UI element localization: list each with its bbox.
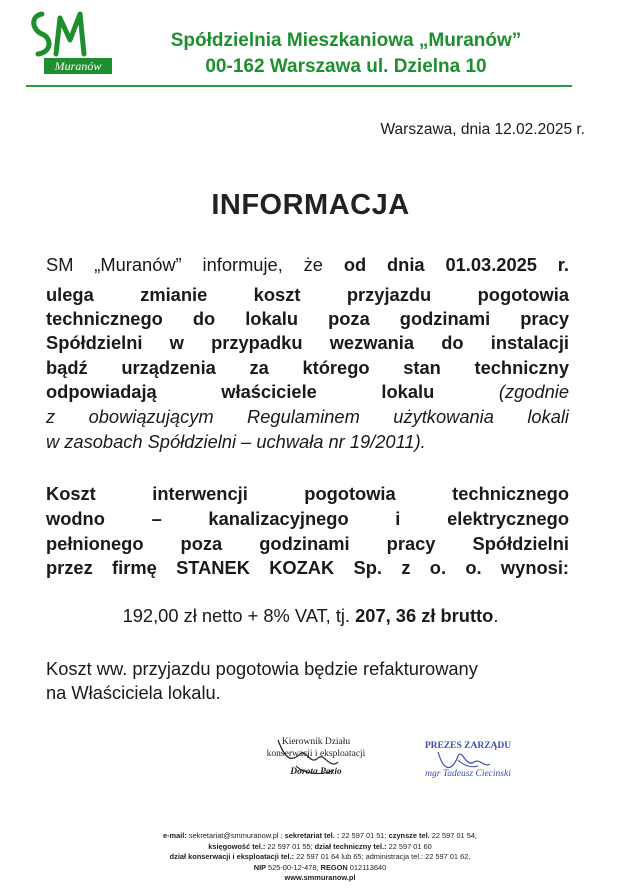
footer-email[interactable]: sekretariat@smmuranow.pl ; [188, 831, 285, 840]
org-address: 00-162 Warszawa ul. Dzielna 10 [205, 56, 487, 77]
paragraph3-line1: Koszt ww. przyjazdu pogotowia będzie refakturowany [46, 658, 478, 679]
stamp-department-line1: Kierownik Działu [281, 737, 351, 747]
header-divider [26, 85, 572, 87]
paragraph2-line4: przez firmę STANEK KOZAK Sp. z o. o. wynosi: [46, 557, 569, 578]
paragraph1-line4: Spółdzielni w przypadku wezwania do instalacji [46, 332, 569, 353]
paragraph2-line1: Koszt interwencji pogotowia technicznego [46, 483, 569, 504]
footer-contacts [60, 831, 580, 884]
document-date: Warszawa, dnia 12.02.2025 r. [380, 121, 585, 138]
stamp-president-title: PREZES ZARZĄDU [424, 741, 512, 751]
paragraph3-line2: na Właściciela lokalu. [46, 682, 221, 703]
paragraph1-line2: ulega zmianie koszt przyjazdu pogotowia [46, 284, 569, 305]
stamp-president-name: mgr Tadeusz Ciecinski [425, 769, 511, 779]
footer-row-4: NIP 525-00-12-478; REGON 012113640 [253, 862, 387, 872]
footer-website-link[interactable]: www.smmuranow.pl [284, 873, 356, 882]
paragraph1-line5: bądź urządzenia za którego stan techniczny [46, 357, 569, 378]
handwritten-signature-right [418, 744, 518, 778]
paragraph2-line3: pełnionego poza godzinami pracy Spółdzielni [46, 533, 569, 554]
stamp-department-line2: konserwacji i eksploatacji [266, 749, 366, 759]
footer-row-1: e-mail: sekretariat@smmuranow.pl ; sekretariat tel. : 22 597 01 51; czynsze tel. 22 597 01 54; [162, 831, 477, 840]
price-line: 192,00 zł netto + 8% VAT, tj. 207, 36 zł brutto. [122, 605, 499, 626]
stamp-department-name: Dorota Pazio [290, 767, 342, 777]
paragraph2-line2: wodno – kanalizacyjnego i elektrycznego [46, 508, 569, 529]
footer-row-2: księgowość tel.: 22 597 01 55; dział techniczny tel.: 22 597 01 60 [208, 841, 432, 851]
signature-stamp-department [246, 736, 386, 784]
paragraph1-line3: technicznego do lokalu poza godzinami pracy [46, 308, 569, 329]
footer-row-3: dział konserwacji i eksploatacji tel.: 22 597 01 64 lub 65; administracja tel.: 22 597 01 62, [169, 852, 471, 861]
logo-text: Muranów [54, 59, 102, 73]
org-name: Spółdzielnia Mieszkaniowa „Muranów” [170, 30, 522, 51]
document-title: INFORMACJA [211, 189, 410, 221]
cooperative-logo [22, 8, 114, 76]
paragraph1-line6: odpowiadają właściciele lokalu (zgodnie [46, 381, 569, 402]
signature-stamp-president [398, 740, 538, 786]
paragraph1-line8: w zasobach Spółdzielni – uchwała nr 19/2011). [46, 431, 426, 452]
paragraph1-line1: SM „Muranów” informuje, że od dnia 01.03.2025 r. [46, 254, 569, 275]
paragraph1-line7: z obowiązującym Regulaminem użytkowania lokali [46, 406, 569, 427]
handwritten-signature-left [260, 736, 370, 782]
